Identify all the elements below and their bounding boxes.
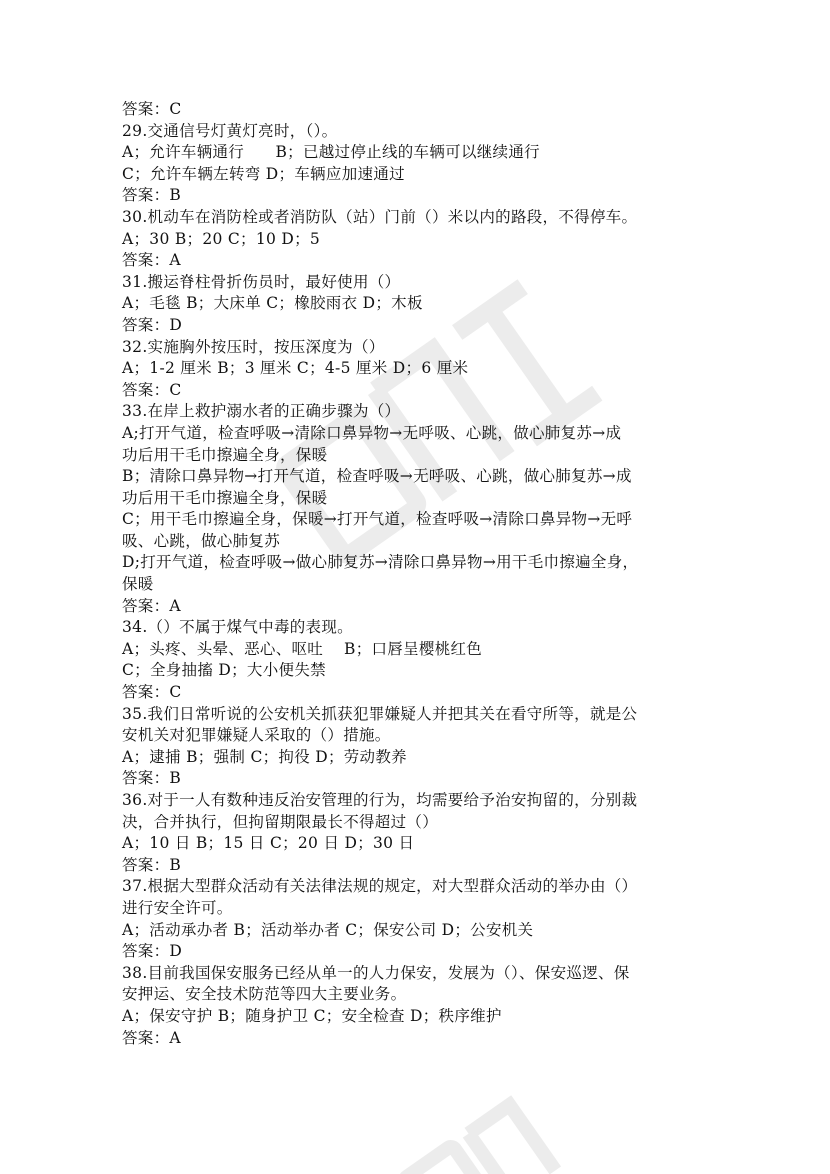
text-line: 答案：C: [122, 683, 182, 702]
text-line: C；允许车辆左转弯 D；车辆应加速通过: [122, 164, 405, 183]
text-line: 安机关对犯罪嫌疑人采取的（）措施。: [122, 726, 391, 745]
text-line: C；全身抽搐 D；大小便失禁: [122, 661, 326, 680]
text-line: 答案：B: [122, 769, 182, 788]
text-line: 答案：A: [122, 1028, 181, 1047]
text-line: A；30 B；20 C；10 D；5: [122, 229, 321, 248]
text-line: 进行安全许可。: [122, 898, 233, 917]
text-line: 38.目前我国保安服务已经从单一的人力保安，发展为（）、保安巡逻、保: [122, 963, 630, 982]
text-line: 31.搬运脊柱骨折伤员时，最好使用（）: [122, 272, 401, 291]
text-line: A;打开气道，检查呼吸→清除口鼻异物→无呼吸、心跳，做心肺复苏→成: [122, 423, 622, 442]
question-text-block: [122, 99, 712, 1049]
text-line: 30.机动车在消防栓或者消防队（站）门前（）米以内的路段，不得停车。: [122, 207, 638, 226]
text-line: 保暖: [122, 575, 154, 594]
text-line: D;打开气道，检查呼吸→做心肺复苏→清除口鼻异物→用干毛巾擦遍全身，: [122, 553, 639, 572]
text-line: 答案：B: [122, 186, 182, 205]
text-line: A；活动承办者 B；活动举办者 C；保安公司 D；公安机关: [122, 920, 534, 939]
text-line: 34.（）不属于煤气中毒的表现。: [122, 618, 353, 637]
text-line: A；毛毯 B；大床单 C；橡胶雨衣 D；木板: [122, 294, 423, 313]
text-line: 32.实施胸外按压时，按压深度为（）: [122, 337, 385, 356]
text-line: 答案：C: [122, 380, 182, 399]
text-line: 安押运、安全技术防范等四大主要业务。: [122, 985, 407, 1004]
text-line: 决，合并执行，但拘留期限最长不得超过（）: [122, 812, 439, 831]
text-line: 吸、心跳，做心肺复苏: [122, 531, 281, 550]
text-line: 答案：A: [122, 596, 181, 615]
text-line: 答案：D: [122, 315, 183, 334]
text-line: 功后用干毛巾擦遍全身，保暖: [122, 445, 328, 464]
text-line: C；用干毛巾擦遍全身，保暖→打开气道，检查呼吸→清除口鼻异物→无呼: [122, 510, 633, 529]
text-line: 35.我们日常听说的公安机关抓获犯罪嫌疑人并把其关在看守所等，就是公: [122, 704, 638, 723]
text-line: 答案：D: [122, 942, 183, 961]
watermark-graphic-bottom: [380, 1090, 580, 1174]
text-line: 33.在岸上救护溺水者的正确步骤为（）: [122, 402, 401, 421]
text-line: B；清除口鼻异物→打开气道，检查呼吸→无呼吸、心跳，做心肺复苏→成: [122, 467, 632, 486]
text-line: 答案：C: [122, 100, 182, 118]
text-line: 答案：A: [122, 251, 181, 270]
text-line: A；逮捕 B；强制 C；拘役 D；劳动教养: [122, 747, 407, 766]
text-line: 36.对于一人有数种违反治安管理的行为，均需要给予治安拘留的，分别裁: [122, 791, 638, 809]
text-line: A；1-2 厘米 B；3 厘米 C；4-5 厘米 D；6 厘米: [122, 359, 469, 378]
text-line: A；10 日 B；15 日 C；20 日 D；30 日: [122, 834, 415, 853]
text-line: A；允许车辆通行 B；已越过停止线的车辆可以继续通行: [122, 143, 540, 162]
text-line: 37.根据大型群众活动有关法律法规的规定，对大型群众活动的举办由（）: [122, 877, 638, 896]
text-line: A；头疼、头晕、恶心、呕吐 B；口唇呈樱桃红色: [122, 639, 483, 658]
text-line: 功后用干毛巾擦遍全身，保暖: [122, 488, 328, 507]
text-line: A；保安守护 B；随身护卫 C；安全检查 D；秩序维护: [122, 1006, 502, 1025]
text-line: 29.交通信号灯黄灯亮时，（）。: [122, 121, 338, 140]
text-line: 答案：B: [122, 855, 182, 874]
